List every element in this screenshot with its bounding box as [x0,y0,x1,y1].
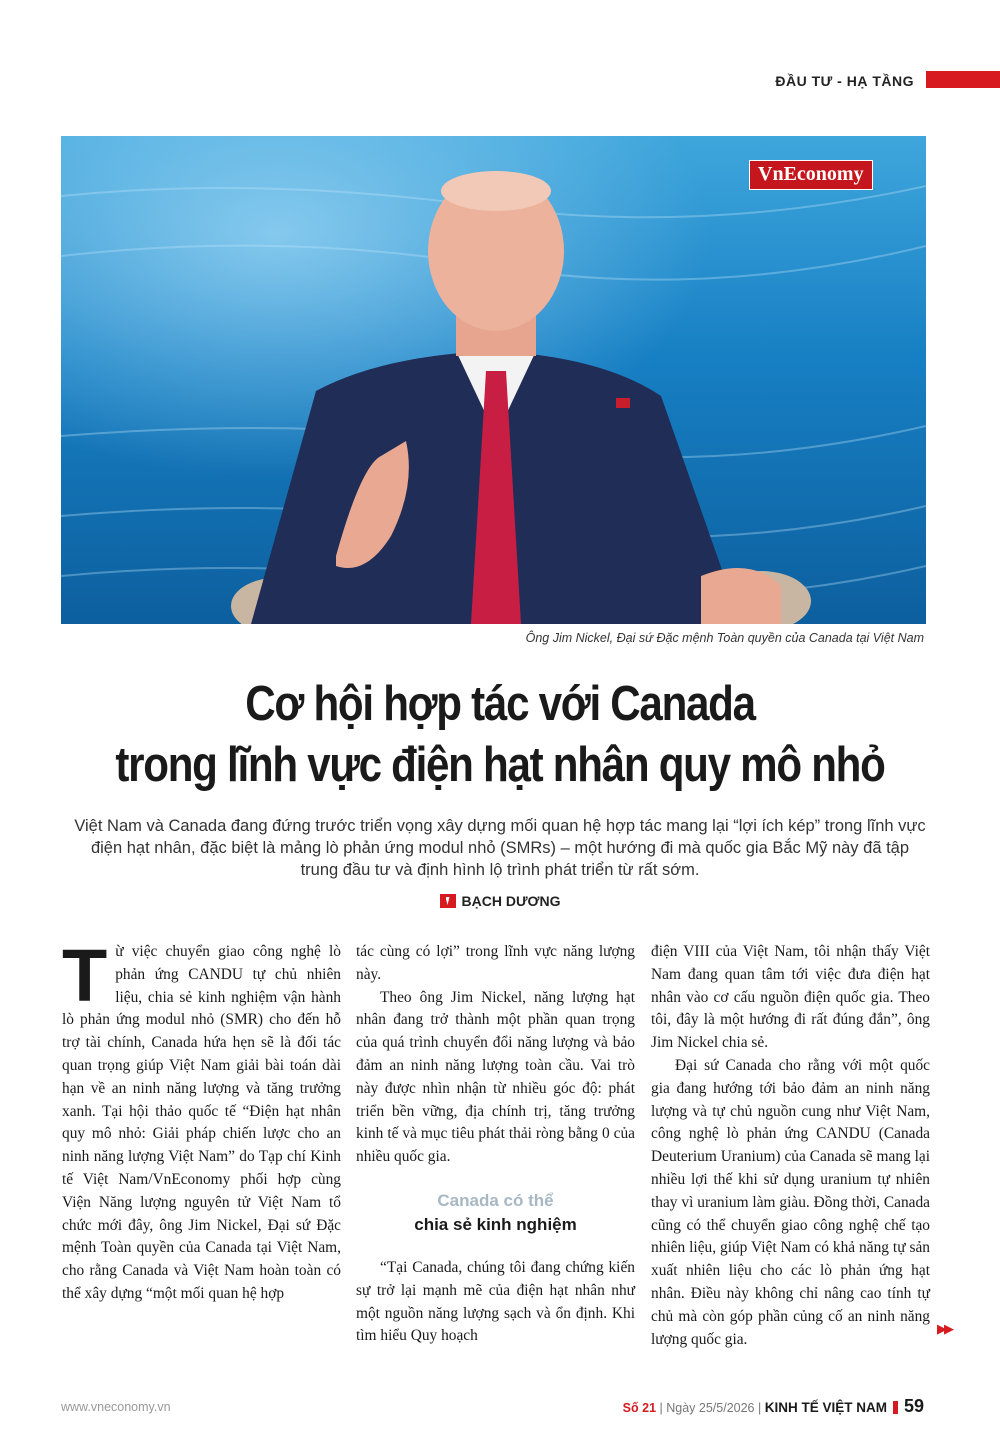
footer-info: Số 21 | Ngày 25/5/2026 | KINH TẾ VIỆT NAM 59 [622,1396,924,1416]
footer-accent-bar [893,1401,898,1414]
article-column-1 [62,934,341,1306]
article-column-2 [356,941,635,1348]
title-line-2: trong lĩnh vực điện hạt nhân quy mô nhỏ [115,738,885,792]
photo-illustration [61,136,926,624]
author-name: BẠCH DƯƠNG [461,893,561,909]
paragraph-1 [62,934,341,1306]
magazine-name: KINH TẾ VIỆT NAM [764,1400,887,1415]
byline [0,893,1000,909]
paragraph-4: Đại sứ Canada cho rằng với một quốc gia đang hướng tới bảo đảm an ninh năng lượng và tự chủ nguồn cung như Việt Nam, công nghệ lò phản ứng CANDU (Canada Deuterium Uranium) của Canada sẽ mang lại nhiều lợi thế khi sử dụng uranium tự nhiên thay vì uranium làm giàu. Đồng thời, Canada cũng có thể chuyển giao công nghệ chế tạo nhiên liệu, giúp Việt Nam có khả năng tự sản xuất nhiên liệu cho các lò phản ứng hạt nhân. Điều này không chỉ nâng cao tính tự chủ mà còn góp phần củng cố an ninh năng lượng quốc gia. [651,1056,930,1348]
subheading [356,1189,635,1237]
paragraph-1-continued: tác cùng có lợi” trong lĩnh vực năng lượng này. [356,943,635,983]
photo-caption: Ông Jim Nickel, Đại sứ Đặc mệnh Toàn quyền của Canada tại Việt Nam [525,631,924,645]
continue-arrow-icon: ▶▶ [937,1322,951,1337]
paragraph-3: “Tại Canada, chúng tôi đang chứng kiến sự trở lại mạnh mẽ của điện hạt nhân như một nguồn năng lượng sạch và ổn định. Khi tìm hiểu Quy hoạch [356,1258,635,1345]
article-sapo: Việt Nam và Canada đang đứng trước triển vọng xây dựng mối quan hệ hợp tác mang lại “lợi ích kép” trong lĩnh vực điện hạt nhân, đặc biệt là mảng lò phản ứng modul nhỏ (SMRs) – một hướng đi mà quốc gia Bắc Mỹ này đã tập trung đầu tư và định hình lộ trình phát triển từ rất sớm. [74,817,926,879]
subheading-line-2: chia sẻ kinh nghiệm [414,1214,577,1234]
paragraph-3-continued: điện VIII của Việt Nam, tôi nhận thấy Việt Nam đang quan tâm tới việc đưa điện hạt nhân vào cơ cấu nguồn điện quốc gia. Theo tôi, đây là một hướng đi rất đúng đắn”, ông Jim Nickel chia sẻ. [651,943,930,1052]
title-line-1: Cơ hội hợp tác với Canada [245,677,755,731]
page-number: 59 [903,1396,924,1416]
pen-icon [440,894,456,908]
subheading-line-1: Canada có thể [437,1190,554,1210]
drop-cap: T [62,934,108,1017]
issue-date: Ngày 25/5/2026 [666,1401,755,1415]
paragraph-2: Theo ông Jim Nickel, năng lượng hạt nhân đang trở thành một phần quan trọng của quá trình chuyển đổi năng lượng và bảo đảm an ninh năng lượng toàn cầu. Vai trò này được nhìn nhận từ nhiều góc độ: phát triển bền vững, địa chính trị, tăng trưởng kinh tế và mục tiêu phát thải ròng bằng 0 của nhiều quốc gia. [356,988,635,1166]
section-accent-bar [926,71,1000,88]
section-label: ĐẦU TƯ - HẠ TẦNG [775,73,914,89]
vneconomy-logo: VnEconomy [749,160,873,190]
article-column-3 [651,941,930,1351]
issue-number: Số 21 [622,1401,657,1415]
paragraph-1-text: ừ việc chuyển giao công nghệ lò phản ứng CANDU tự chủ nhiên liệu, chia sẻ kinh nghiệm vận hành lò phản ứng modul nhỏ (SMR) cho đến hỗ trợ tài chính, Canada hứa hẹn sẽ là đối tác quan trọng giúp Việt Nam giải bài toán dài hạn về an ninh năng lượng và tăng trưởng xanh. Tại hội thảo quốc tế “Điện hạt nhân quy mô nhỏ: Giải pháp chiến lược cho an ninh năng lượng Việt Nam” do Tạp chí Kinh tế Việt Nam/VnEconomy phối hợp cùng Viện Năng lượng nguyên tử Việt Nam tổ chức mới đây, ông Jim Nickel, Đại sứ Đặc mệnh Toàn quyền của Canada tại Việt Nam, cho rằng Canada và Việt Nam hoàn toàn có thể xây dựng “một mối quan hệ hợp [62,943,341,1302]
article-photo [61,136,926,624]
footer-url: www.vneconomy.vn [61,1400,171,1414]
article-title [104,674,895,796]
